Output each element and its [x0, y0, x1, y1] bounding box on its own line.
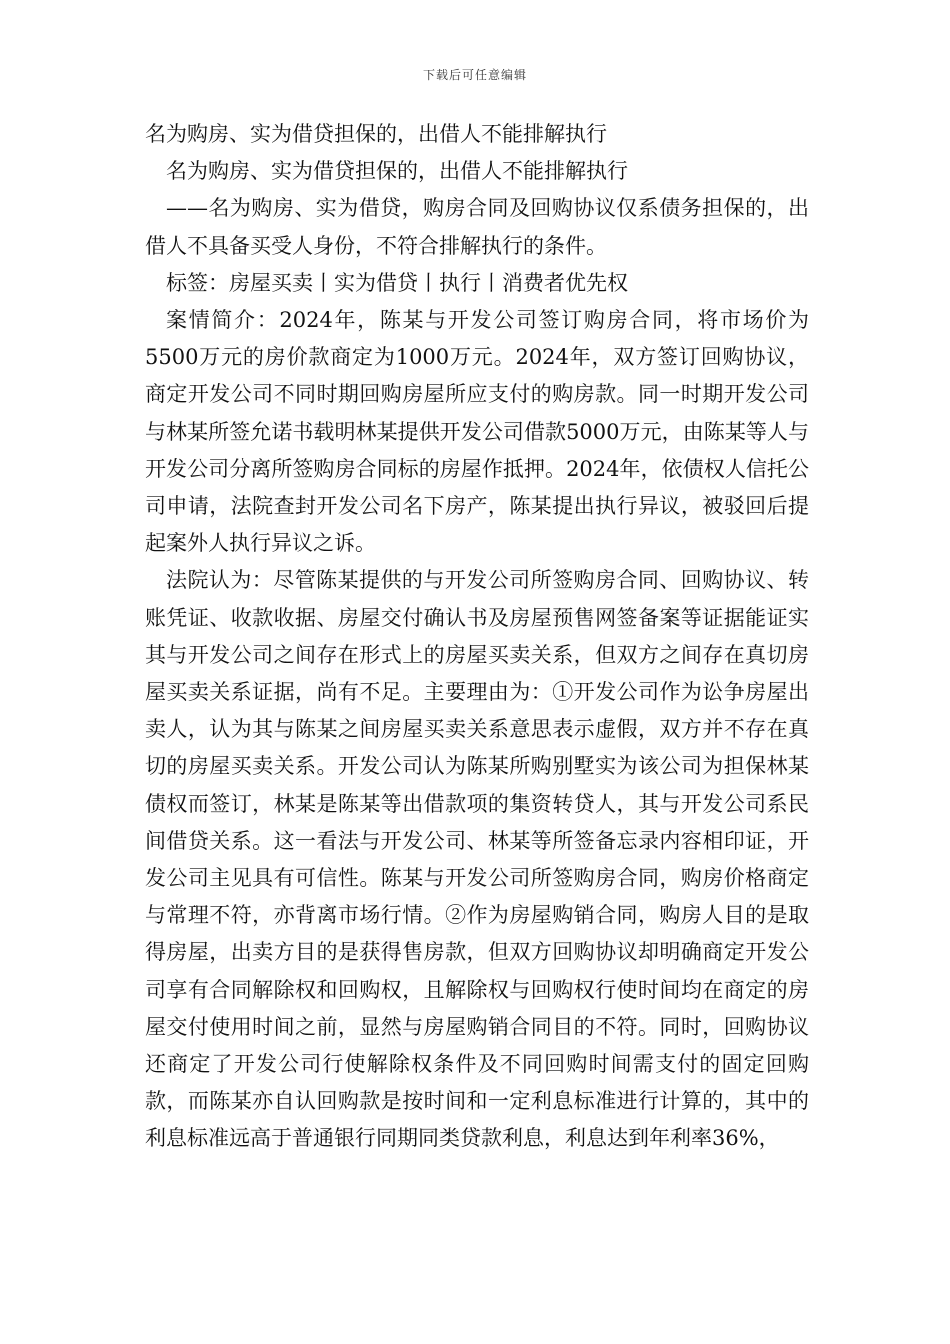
document-title: 名为购房、实为借贷担保的，出借人不能排解执行: [145, 122, 607, 146]
page-header: 下载后可任意编辑: [422, 68, 527, 82]
document-body: [145, 116, 809, 1158]
court-opinion-paragraph: 法院认为：尽管陈某提供的与开发公司所签购房合同、回购协议、转账凭证、收款收据、房屋交付确认书及房屋预售网签备案等证据能证实其与开发公司之间存在形式上的房屋买卖关系，但双方之间存在真切房屋买卖关系证据，尚有不足。主要理由为：①开发公司作为讼争房屋出卖人，认为其与陈某之间房屋买卖关系意思表示虚假，双方并不存在真切的房屋买卖关系。开发公司认为陈某所购别墅实为该公司为担保林某债权而签订，林某是陈某等出借款项的集资转贷人，其与开发公司系民间借贷关系。这一看法与开发公司、林某等所签备忘录内容相印证，开发公司主见具有可信性。陈某与开发公司所签购房合同，购房价格商定与常理不符，亦背离市场行情。②作为房屋购销合同，购房人目的是取得房屋，出卖方目的是获得售房款，但双方回购协议却明确商定开发公司享有合同解除权和回购权，且解除权与回购权行使时间均在商定的房屋交付使用时间之前，显然与房屋购销合同目的不符。同时，回购协议还商定了开发公司行使解除权条件及不同回购时间需支付的固定回购款，而陈某亦自认回购款是按时间和一定利息标准进行计算的，其中的利息标准远高于普通银行同期同类贷款利息，利息达到年利率36%，: [145, 568, 809, 1151]
document-subtitle: 名为购房、实为借贷担保的，出借人不能排解执行: [166, 159, 628, 184]
document-summary: ——名为购房、实为借贷，购房合同及回购协议仅系债务担保的，出借人不具备买受人身份，不符合排解执行的条件。: [145, 196, 809, 258]
document-tags: 标签：房屋买卖丨实为借贷丨执行丨消费者优先权: [166, 270, 628, 295]
case-intro-paragraph: 案情简介：2024年，陈某与开发公司签订购房合同，将市场价为5500万元的房价款商定为1000万元。2024年，双方签订回购协议，商定开发公司不同时期回购房屋所应支付的购房款。同一时期开发公司与林某所签允诺书载明林某提供开发公司借款5000万元，由陈某等人与开发公司分离所签购房合同标的房屋作抵押。2024年，依债权人信托公司申请，法院查封开发公司名下房产，陈某提出执行异议，被驳回后提起案外人执行异议之诉。: [145, 308, 809, 556]
